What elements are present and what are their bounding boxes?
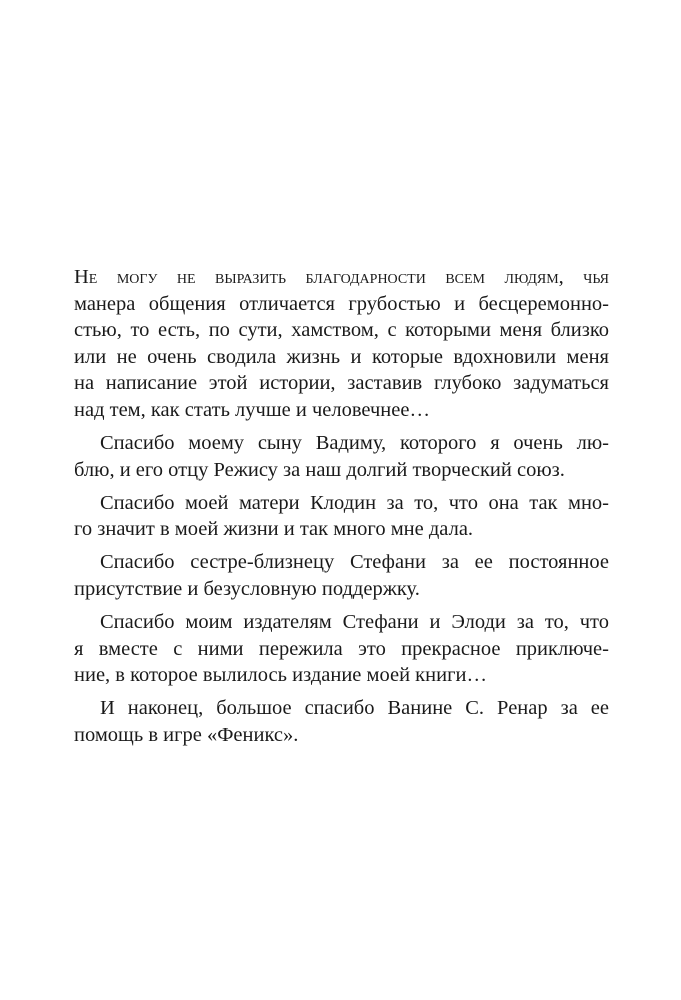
text-line: Спасибо моим издателям Стефани и Элоди за то, что <box>100 611 609 634</box>
text-line: или не очень сводила жизнь и которые вдохновили меня <box>74 345 609 368</box>
paragraph-5 <box>74 609 609 689</box>
paragraph-4 <box>74 549 609 602</box>
text-line: Не могу не выразить благодарности всем людям, чья <box>74 266 609 288</box>
paragraph-3 <box>74 490 609 543</box>
text-line: манера общения отличается грубостью и бесцеремонно- <box>74 292 609 315</box>
text-line: стью, то есть, по сути, хамством, с которыми меня близко <box>74 319 609 342</box>
text-line: Спасибо моей матери Клодин за то, что она так мно- <box>100 491 609 514</box>
text-line: ние, в которое вылилось издание моей книги… <box>74 664 487 687</box>
text-line: Спасибо сестре-близнецу Стефани за ее постоянное <box>100 551 609 574</box>
text-line: блю, и его отцу Режису за наш долгий творческий союз. <box>74 458 565 481</box>
text-line: над тем, как стать лучше и человечнее… <box>74 398 430 421</box>
text-line: на написание этой истории, заставив глубоко задуматься <box>74 372 609 395</box>
paragraph-1 <box>74 264 609 424</box>
text-line: я вместе с ними пережила это прекрасное приключе- <box>74 637 609 660</box>
text-line: И наконец, большое спасибо Ванине С. Ренар за ее <box>100 697 609 720</box>
text-line: присутствие и безусловную поддержку. <box>74 578 420 601</box>
paragraph-6 <box>74 695 609 748</box>
paragraph-2 <box>74 430 609 483</box>
acknowledgements-text <box>74 264 609 749</box>
text-line: Спасибо моему сыну Вадиму, которого я очень лю- <box>100 432 609 455</box>
text-line: го значит в моей жизни и так много мне дала. <box>74 518 474 541</box>
text-line: помощь в игре «Феникс». <box>74 724 299 746</box>
